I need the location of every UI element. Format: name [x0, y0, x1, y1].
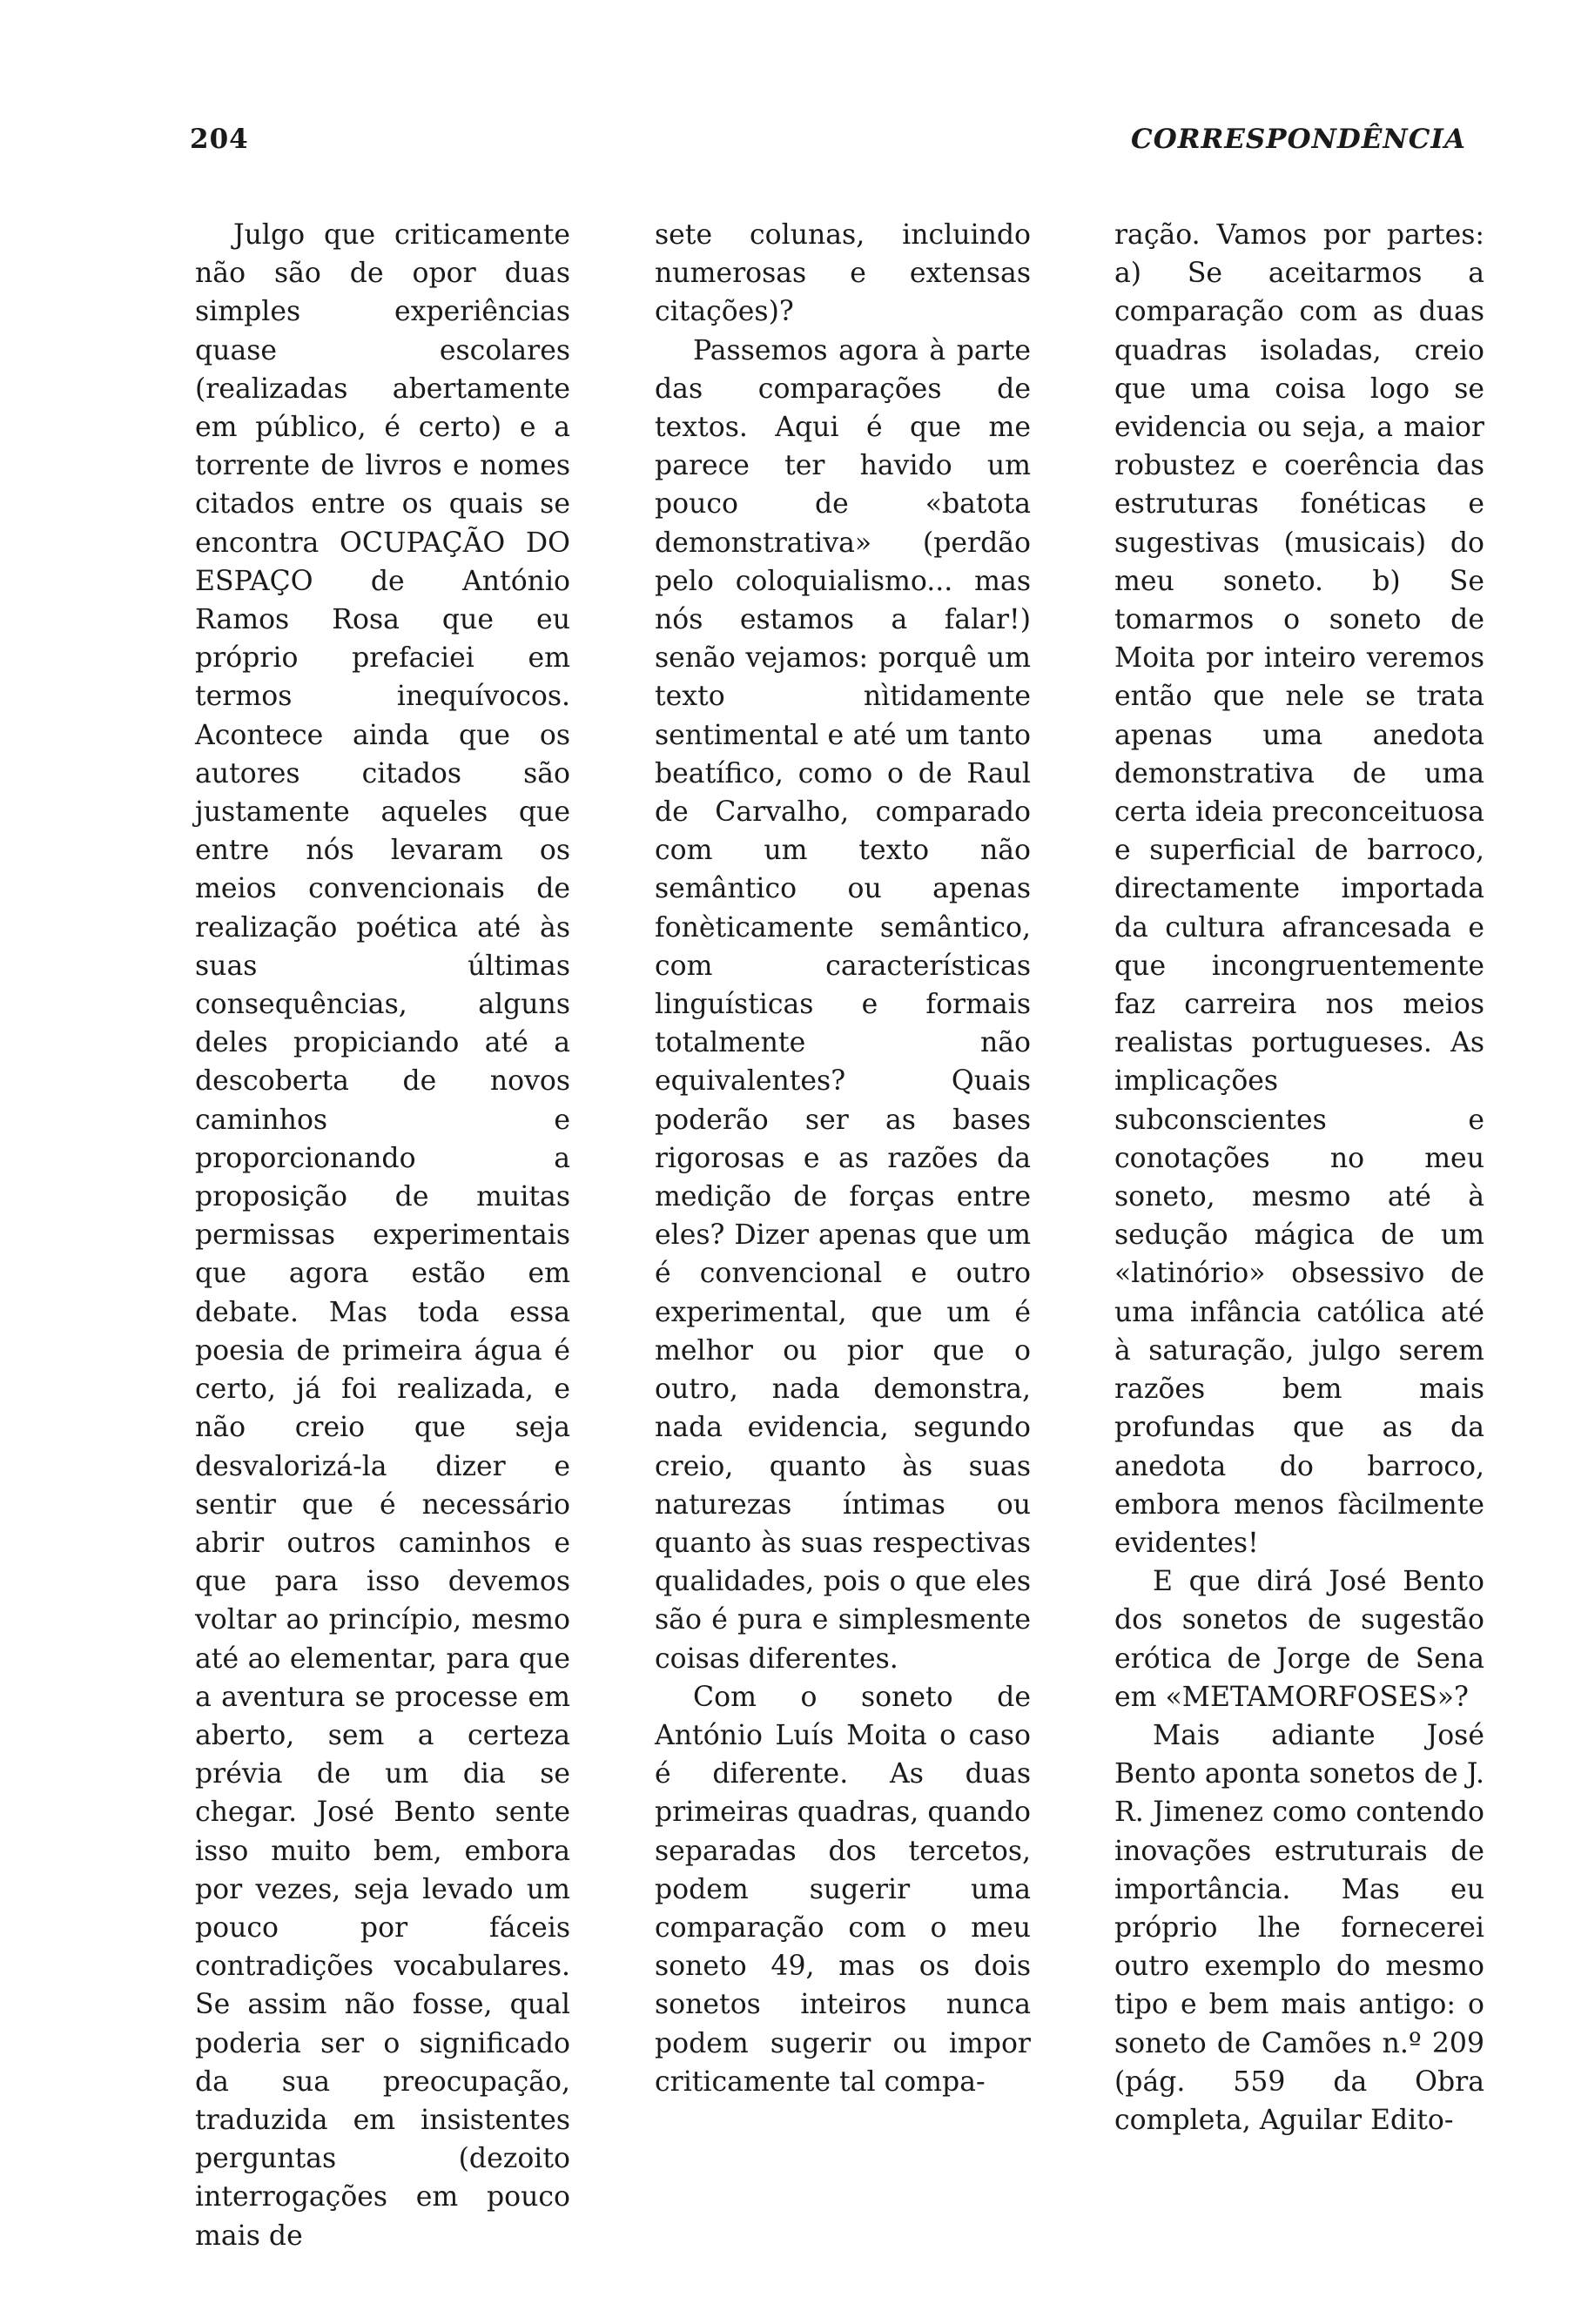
running-head: CORRESPONDÊNCIA [1131, 124, 1466, 155]
paragraph: ração. Vamos por partes: a) Se aceitarmos a comparação com as duas quadras isoladas, creio que uma coisa logo se evidencia ou seja, a maior robustez e coerência das estruturas fonéticas e sugestivas (musicais) do meu soneto. b) Se tomarmos o soneto de Moita por inteiro veremos então que nele se trata apenas uma anedota demonstrativa de uma certa ideia preconceituosa e superficial de barroco, directamente importada da cultura afrancesada e que incongruentemente faz carreira nos meios realistas portugueses. As implicações subconscientes e conotações no meu soneto, mesmo até à sedução mágica de um «latinório» obsessivo de uma infância católica até à saturação, julgo serem razões bem mais profundas que as da anedota do barroco, embora menos fàcilmente evidentes! [1114, 219, 1484, 1559]
text-column-1 [195, 216, 570, 2255]
paragraph: Mais adiante José Bento aponta sonetos de J. R. Jimenez como contendo inovações estruturais de importância. Mas eu próprio lhe fornecerei outro exemplo do mesmo tipo e bem mais antigo: o soneto de Camões n.º 209 (pág. 559 da Obra completa, Aguilar Edito- [1114, 1719, 1484, 2136]
paragraph: Passemos agora à parte das comparações de textos. Aqui é que me parece ter havido um pouco de «batota demonstrativa» (perdão pelo coloquialismo... mas nós estamos a falar!) senão vejamos: porquê um texto nìtidamente sentimental e até um tanto beatífico, como o de Raul de Carvalho, comparado com um texto não semântico ou apenas fonèticamente semântico, com características linguísticas e formais totalmente não equivalentes? Quais poderão ser as bases rigorosas e as razões da medição de forças entre eles? Dizer apenas que um é convencional e outro experimental, que um é melhor ou pior que o outro, nada demonstra, nada evidencia, segundo creio, quanto às suas naturezas íntimas ou quanto às suas respectivas qualidades, pois o que eles são é pura e simplesmente coisas diferentes. [655, 334, 1031, 1675]
paragraph: Com o soneto de António Luís Moita o caso é diferente. As duas primeiras quadras, quando separadas dos tercetos, podem sugerir uma comparação com o meu soneto 49, mas os dois sonetos inteiros nunca podem sugerir ou impor criticamente tal compa- [655, 1681, 1031, 2098]
page-number: 204 [190, 124, 249, 155]
paragraph: sete colunas, incluindo numerosas e extensas citações)? [655, 219, 1031, 328]
text-column-2 [655, 216, 1031, 2101]
text-column-3 [1114, 216, 1484, 2139]
paragraph: Julgo que criticamente não são de opor duas simples experiências quase escolares (realizadas abertamente em público, é certo) e a torrente de livros e nomes citados entre os quais se encontra OCUPAÇÃO DO ESPAÇO de António Ramos Rosa que eu próprio prefaciei em termos inequívocos. Acontece ainda que os autores citados são justamente aqueles que entre nós levaram os meios convencionais de realização poética até às suas últimas consequências, alguns deles propiciando até a descoberta de novos caminhos e proporcionando a proposição de muitas permissas experimentais que agora estão em debate. Mas toda essa poesia de primeira água é certo, já foi realizada, e não creio que seja desvalorizá-la dizer e sentir que é necessário abrir outros caminhos e que para isso devemos voltar ao princípio, mesmo até ao elementar, para que a aventura se processe em aberto, sem a certeza prévia de um dia se chegar. José Bento sente isso muito bem, embora por vezes, seja levado um pouco por fáceis contradições vocabulares. Se assim não fosse, qual poderia ser o significado da sua preocupação, traduzida em insistentes perguntas (dezoito interrogações em pouco mais de [195, 219, 570, 2252]
paragraph: E que dirá José Bento dos sonetos de sugestão erótica de Jorge de Sena em «METAMORFOSES»? [1114, 1566, 1484, 1713]
